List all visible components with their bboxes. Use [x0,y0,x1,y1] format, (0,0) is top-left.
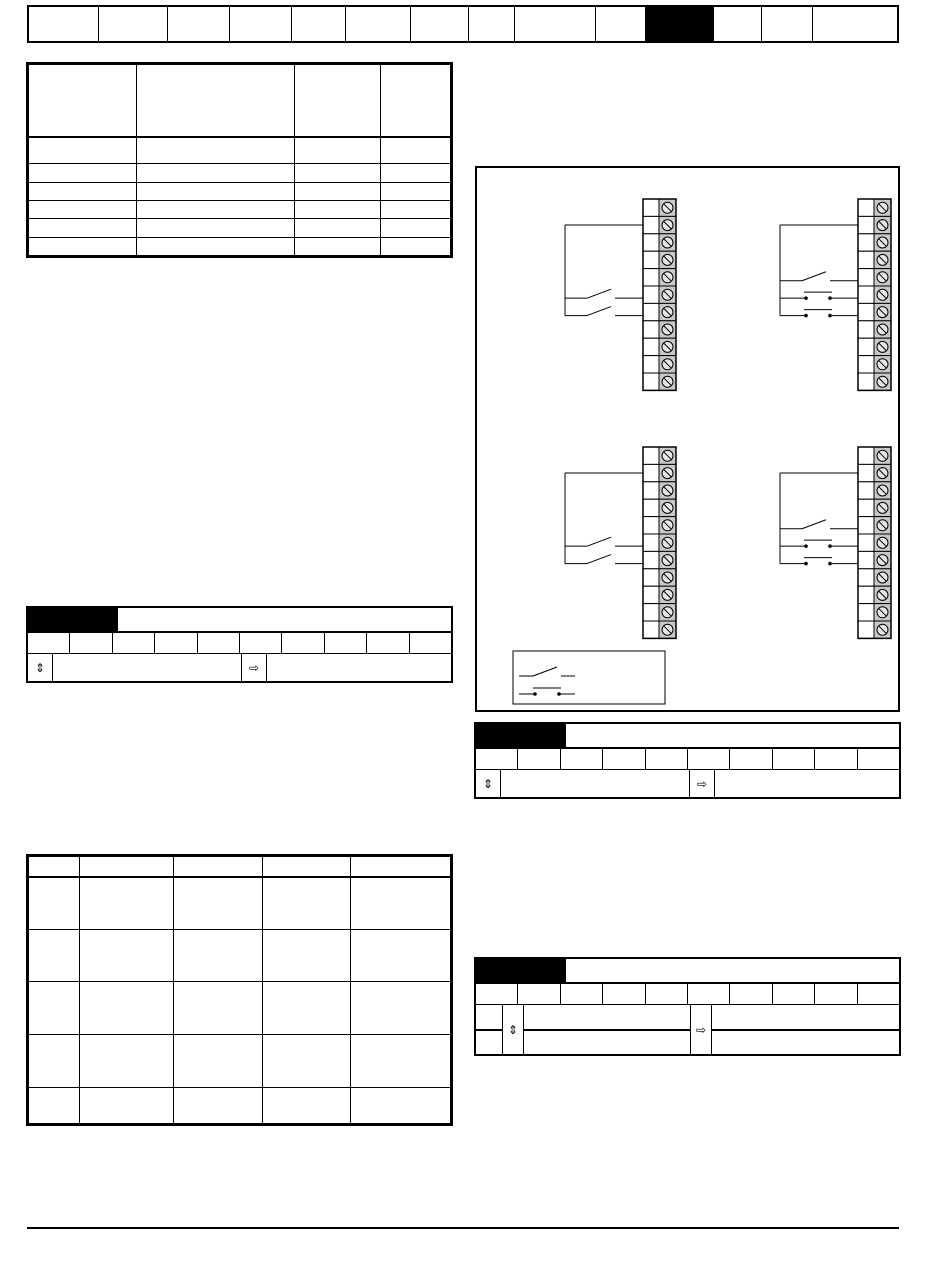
terminal-label-cell [858,286,874,303]
terminal-label-cell [643,269,659,286]
terminal-label-cell [643,199,659,216]
up-down-arrow-icon: ⇕ [503,1005,524,1055]
table-cell [295,182,381,200]
legend-terminal-dot [533,692,537,696]
table-cell [80,929,174,982]
table-cell [381,182,451,200]
table-cell [80,982,174,1035]
nav-tab[interactable] [646,7,714,41]
terminal-label-cell [858,499,874,516]
parameter-attribute-row [28,633,451,654]
table-header-row [29,857,451,877]
table-cell [29,1087,80,1123]
switch-contact [802,272,826,281]
parameter-box-2 [474,722,901,799]
table-row [29,201,451,219]
parameter-title [566,724,899,747]
table-header-cell [29,65,137,137]
table-header-cell [137,65,295,137]
terminal-label-cell [643,216,659,233]
terminal-label-cell [858,569,874,586]
terminal-label-cell [643,234,659,251]
parameter-number [476,959,566,982]
parameter-default [715,770,899,797]
table-row [29,164,451,182]
nav-tab[interactable] [346,7,412,41]
nav-tab[interactable] [596,7,646,41]
terminal-label-cell [643,373,659,390]
terminal-label-cell [858,482,874,499]
parameter-title [566,959,899,982]
terminal-label-cell [643,551,659,568]
nav-tab[interactable] [411,7,469,41]
parameter-range [524,1005,690,1031]
table-cell [351,1034,451,1087]
terminal-label-cell [858,269,874,286]
terminal-label-cell [858,234,874,251]
switch-contact [587,307,611,316]
table-cell [137,201,295,219]
table-cell [29,982,80,1035]
table-cell [351,1087,451,1123]
table-header-cell [263,857,351,877]
terminal-label-cell [643,338,659,355]
terminal-label-cell [643,251,659,268]
switch-terminal-dot [804,296,808,300]
terminal-label-cell [643,569,659,586]
table-cell [381,237,451,255]
terminal-label-cell [858,373,874,390]
parameter-default [267,654,451,681]
table-cell [381,201,451,219]
switch-contact [587,555,611,564]
up-down-arrow-icon: ⇕ [476,770,501,797]
nav-tab[interactable] [99,7,169,41]
footer-rule [27,1227,899,1229]
parameter-range [53,654,242,681]
nav-tab[interactable] [292,7,346,41]
table-cell [29,237,137,255]
table-header-cell [174,857,263,877]
table-header-row [29,65,451,137]
nav-tab[interactable] [515,7,597,41]
parameter-title [118,608,451,631]
table-cell [295,164,381,182]
terminal-label-cell [858,447,874,464]
terminal-label-cell [858,586,874,603]
table-cell [381,164,451,182]
table-cell [295,219,381,237]
parameter-number [476,724,566,747]
table-cell [174,877,263,930]
table-cell [29,182,137,200]
up-down-arrow-icon: ⇕ [28,654,53,681]
table-header-cell [80,857,174,877]
table-row [29,237,451,255]
right-arrow-icon: ⇨ [242,654,267,681]
table-row [29,929,451,982]
terminal-label-cell [643,517,659,534]
table-cell [263,1087,351,1123]
right-arrow-icon: ⇨ [691,1005,712,1055]
wiring-diagram [475,166,900,712]
table-row [29,219,451,237]
right-arrow-icon: ⇨ [690,770,715,797]
table-cell [137,182,295,200]
switch-terminal-dot [804,544,808,548]
terminal-label-cell [858,199,874,216]
parameter-default [712,1005,899,1031]
table-cell [263,1034,351,1087]
table-cell [137,164,295,182]
table-row [29,1087,451,1123]
terminal-label-cell [858,464,874,481]
terminal-label-cell [858,517,874,534]
table-cell [295,201,381,219]
table-cell [29,1034,80,1087]
terminal-label-cell [858,216,874,233]
table-row [29,982,451,1035]
table-cell [80,877,174,930]
nav-tab[interactable] [813,7,897,41]
terminal-label-cell [858,338,874,355]
diagram-legend-box [513,651,665,704]
top-left-table [26,62,453,258]
terminal-label-cell [643,303,659,320]
table-row [29,182,451,200]
parameter-attribute-row [476,749,899,770]
terminal-label-cell [858,321,874,338]
table-header-cell [29,857,80,877]
table-header-cell [351,857,451,877]
terminal-label-cell [643,482,659,499]
terminal-label-cell [643,286,659,303]
table-cell [29,164,137,182]
table-cell [263,982,351,1035]
terminal-label-cell [643,356,659,373]
parameter-box-1 [26,606,453,683]
table-cell [295,137,381,164]
table-cell [351,982,451,1035]
table-cell [295,237,381,255]
top-navigation-strip [27,5,899,43]
terminal-label-cell [643,604,659,621]
terminal-label-cell [643,321,659,338]
table-cell [351,929,451,982]
table-cell [174,982,263,1035]
switch-contact [802,520,826,529]
terminal-label-cell [643,586,659,603]
switch-contact [587,537,611,546]
table-cell [263,877,351,930]
switch-terminal-dot [804,562,808,566]
switch-contact [587,289,611,298]
terminal-label-cell [858,551,874,568]
table-header-cell [381,65,451,137]
table-cell [29,929,80,982]
table-cell [174,929,263,982]
table-cell [137,237,295,255]
terminal-label-cell [643,499,659,516]
terminal-label-cell [858,303,874,320]
table-cell [80,1034,174,1087]
parameter-number [28,608,118,631]
terminal-label-cell [858,534,874,551]
table-cell [174,1087,263,1123]
terminal-label-cell [643,464,659,481]
nav-tab[interactable] [230,7,292,41]
table-cell [381,137,451,164]
table-cell [137,219,295,237]
terminal-label-cell [858,604,874,621]
table-cell [137,137,295,164]
nav-tab[interactable] [29,7,99,41]
nav-tab[interactable] [714,7,762,41]
parameter-range [501,770,690,797]
table-cell [263,929,351,982]
switch-terminal-dot [804,314,808,318]
table-cell [29,877,80,930]
terminal-label-cell [858,621,874,638]
wiring-diagram-drawing [477,168,897,709]
terminal-label-cell [643,534,659,551]
table-row [29,877,451,930]
nav-tab[interactable] [168,7,230,41]
table-row [29,1034,451,1087]
nav-tab[interactable] [469,7,515,41]
terminal-label-cell [858,356,874,373]
table-cell [351,877,451,930]
table-cell [29,219,137,237]
terminal-label-cell [643,621,659,638]
parameter-attribute-row [476,984,899,1005]
table-cell [381,219,451,237]
nav-tab[interactable] [762,7,814,41]
table-cell [174,1034,263,1087]
table-cell [80,1087,174,1123]
terminal-label-cell [643,447,659,464]
parameter-box-3 [474,957,901,1056]
terminal-label-cell [858,251,874,268]
table-cell [29,201,137,219]
bottom-left-table [26,854,453,1126]
table-cell [29,137,137,164]
table-row [29,137,451,164]
table-header-cell [295,65,381,137]
